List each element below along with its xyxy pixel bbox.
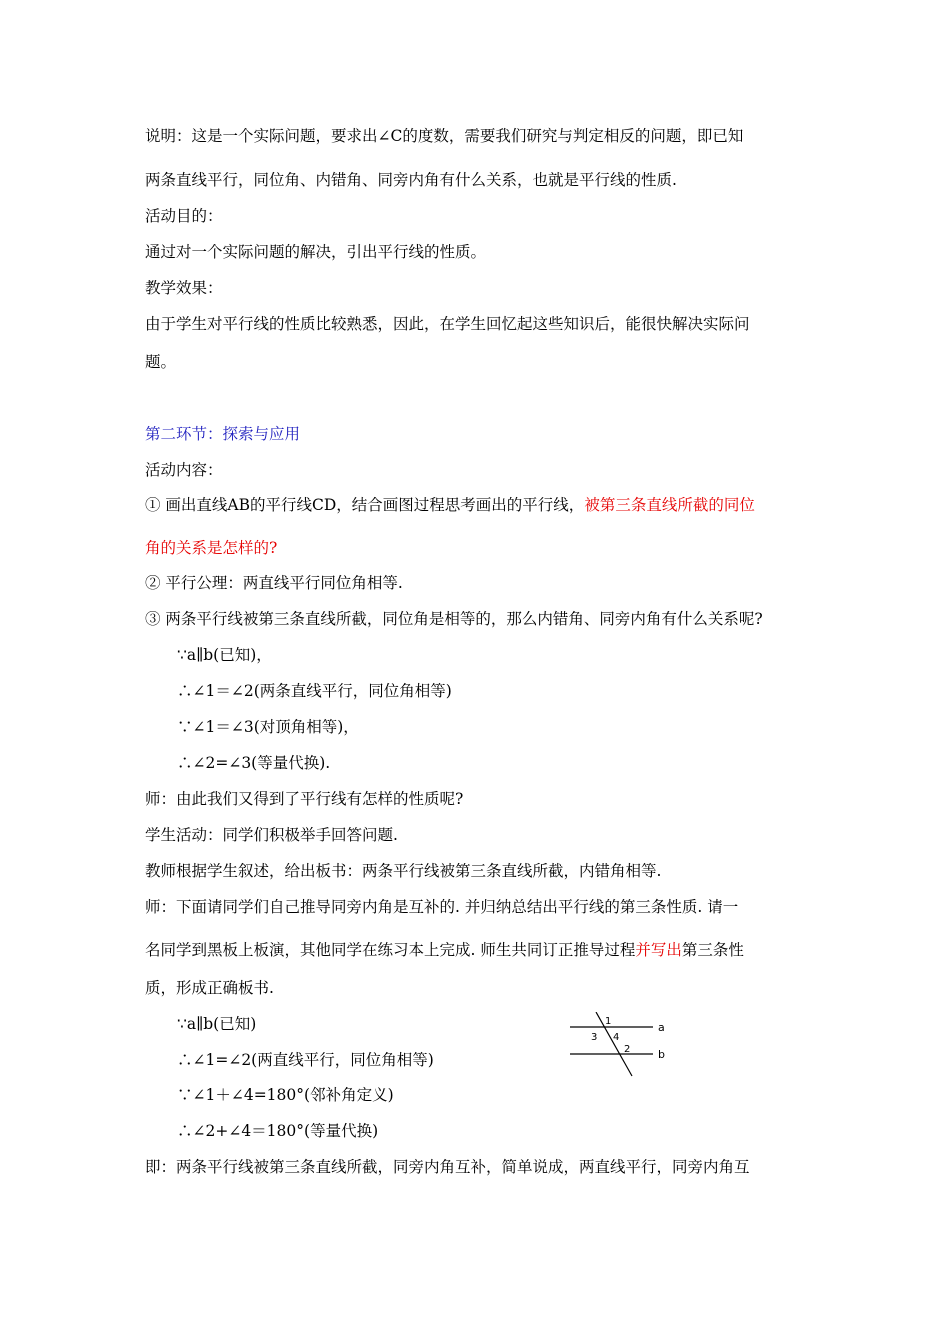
item-1 — [145, 495, 755, 515]
teacher-instruction-2-highlight: 并写出 — [635, 941, 682, 959]
teacher-instruction-3: 质，形成正确板书. — [145, 979, 274, 997]
board-note: 教师根据学生叙述，给出板书：两条平行线被第三条直线所截，内错角相等. — [145, 862, 662, 880]
parallel-lines-figure — [568, 1012, 678, 1082]
note-line-1: 说明：这是一个实际问题，要求出∠C的度数，需要我们研究与判定相反的问题，即已知 — [145, 127, 744, 145]
item-1-highlight-cont: 角的关系是怎样的? — [145, 539, 278, 557]
student-activity: 学生活动：同学们积极举手回答问题. — [145, 826, 398, 844]
content-label: 活动内容： — [145, 461, 223, 479]
proof1-step-2: ∴∠1＝∠2(两条直线平行，同位角相等) — [177, 682, 452, 700]
item-2: ② 平行公理：两直线平行同位角相等. — [145, 574, 403, 592]
teacher-instruction-1: 师：下面请同学们自己推导同旁内角是互补的. 并归纳总结出平行线的第三条性质. 请一 — [145, 898, 739, 916]
conclusion: 即：两条平行线被第三条直线所截，同旁内角互补，简单说成，两直线平行，同旁内角互 — [145, 1158, 750, 1176]
item-3: ③ 两条平行线被第三条直线所截，同位角是相等的，那么内错角、同旁内角有什么关系呢? — [145, 610, 763, 628]
proof1-step-1: ∵a∥b(已知)， — [177, 646, 272, 664]
label-b: b — [658, 1048, 665, 1061]
item-1-highlight: 被第三条直线所截的同位 — [584, 496, 755, 514]
teacher-question: 师：由此我们又得到了平行线有怎样的性质呢? — [145, 790, 464, 808]
teacher-instruction-2-tail: 第三条性 — [681, 941, 744, 959]
angle-3-label: 3 — [591, 1032, 598, 1043]
teacher-instruction-2 — [145, 940, 744, 960]
proof1-step-4: ∴∠2=∠3(等量代换). — [177, 754, 331, 772]
proof1-step-3: ∵∠1＝∠3(对顶角相等)， — [177, 718, 359, 736]
effect-line-1: 由于学生对平行线的性质比较熟悉，因此，在学生回忆起这些知识后，能很快解决实际问 — [145, 315, 750, 333]
effect-label: 教学效果： — [145, 279, 223, 297]
proof2-step-2: ∴∠1=∠2(两直线平行，同位角相等) — [177, 1051, 434, 1069]
angle-4-label: 4 — [613, 1032, 620, 1043]
teacher-instruction-2-text: 名同学到黑板上板演，其他同学在练习本上完成. 师生共同订正推导过程 — [145, 941, 636, 959]
label-a: a — [658, 1021, 665, 1034]
proof2-step-3: ∵∠1＋∠4=180°(邻补角定义) — [177, 1086, 394, 1104]
note-line-2: 两条直线平行，同位角、内错角、同旁内角有什么关系，也就是平行线的性质. — [145, 171, 677, 189]
angle-1-label: 1 — [605, 1016, 612, 1027]
proof2-step-1: ∵a∥b(已知) — [177, 1015, 257, 1033]
purpose-label: 活动目的： — [145, 207, 223, 225]
item-1-text: ① 画出直线AB的平行线CD，结合画图过程思考画出的平行线， — [145, 496, 585, 514]
angle-2-label: 2 — [624, 1044, 631, 1055]
proof2-step-4: ∴∠2+∠4＝180°(等量代换) — [177, 1122, 379, 1140]
section-heading: 第二环节：探索与应用 — [145, 425, 301, 443]
purpose-text: 通过对一个实际问题的解决，引出平行线的性质。 — [145, 243, 487, 261]
effect-line-2: 题。 — [145, 353, 177, 371]
